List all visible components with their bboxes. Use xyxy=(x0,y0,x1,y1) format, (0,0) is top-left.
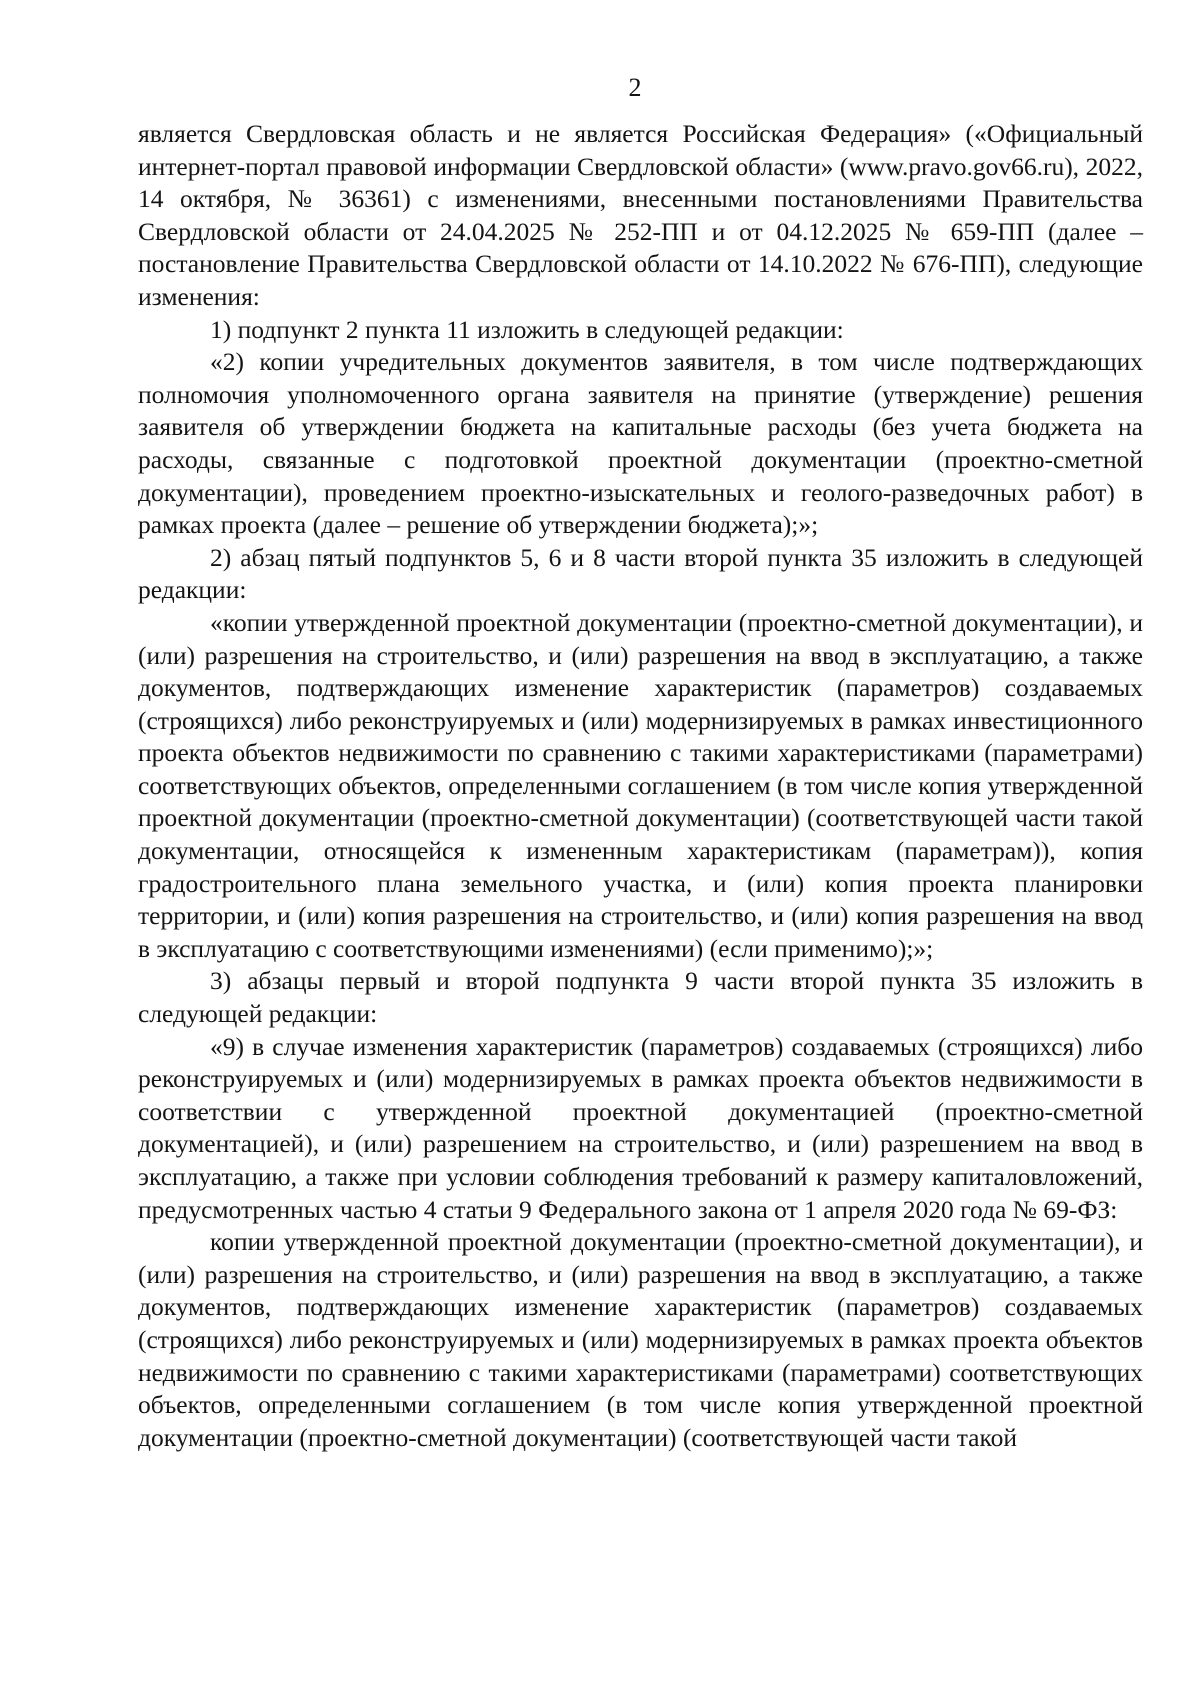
paragraph-item-2: 2) абзац пятый подпунктов 5, 6 и 8 части второй пункта 35 изложить в следующей редакции: xyxy=(138,542,1143,605)
page-number: 2 xyxy=(628,73,642,102)
paragraph-quote-subitem-2: «2) копии учредительных документов заявителя, в том числе подтверждающих полномочия уполномоченного органа заявителя на принятие (утверждение) решения заявителя об утверждении бюджета на капитальные расходы (без учета бюджета на расходы, связанные с подготовкой проектной документации (проектно-сметной документации), проведением проектно-изыскательных и геолого-разведочных работ) в рамках проекта (далее – решение об утверждении бюджета);»; xyxy=(138,347,1143,540)
paragraph-copies-continued: копии утвержденной проектной документации (проектно-сметной документации), и (или) разрешения на строительство, и (или) разрешения на ввод в эксплуатацию, а также документов, подтверждающих изменение характеристик (параметров) создаваемых (строящихся) либо реконструируемых и (или) модернизируемых в рамках проекта объектов недвижимости по сравнению с такими характеристиками (параметрами) соответствующих объектов, определенными соглашением (в том числе копия утвержденной проектной документации (проектно-сметной документации) (соответствующей части такой xyxy=(138,1227,1143,1452)
paragraph-quote-copies: «копии утвержденной проектной документации (проектно-сметной документации), и (или) разрешения на строительство, и (или) разрешения на ввод в эксплуатацию, а также документов, подтверждающих изменение характеристик (параметров) создаваемых (строящихся) либо реконструируемых и (или) модернизируемых в рамках инвестиционного проекта объектов недвижимости по сравнению с такими характеристиками (параметрами) соответствующих объектов, определенными соглашением (в том числе копия утвержденной проектной документации (проектно-сметной документации) (соответствующей части такой документации, относящейся к измененным характеристикам (параметрам)), копия градостроительного плана земельного участка, и (или) копия проекта планировки территории, и (или) копия разрешения на строительство, и (или) копия разрешения на ввод в эксплуатацию с соответствующими изменениями) (если применимо);»; xyxy=(138,607,1143,963)
document-body xyxy=(138,118,1143,1454)
paragraph-item-1: 1) подпункт 2 пункта 11 изложить в следующей редакции: xyxy=(210,314,844,344)
paragraph-quote-subitem-9: «9) в случае изменения характеристик (параметров) создаваемых (строящихся) либо реконструируемых и (или) модернизируемых в рамках проекта объектов недвижимости в соответствии с утвержденной проектной документацией (проектно-сметной документацией), и (или) разрешением на строительство, и (или) разрешением на ввод в эксплуатацию, а также при условии соблюдения требований к размеру капиталовложений, предусмотренных частью 4 статьи 9 Федерального закона от 1 апреля 2020 года № 69-ФЗ: xyxy=(138,1031,1143,1224)
paragraph-continuation: является Свердловская область и не является Российская Федерация» («Официальный интернет-портал правовой информации Свердловской области» (www.pravo.gov66.ru), 2022, 14 октября, № 36361) с изменениями, внесенными постановлениями Правительства Свердловской области от 24.04.2025 № 252-ПП и от 04.12.2025 № 659-ПП (далее – постановление Правительства Свердловской области от 14.10.2022 № 676-ПП), следующие изменения: xyxy=(138,119,1143,311)
paragraph-item-3: 3) абзацы первый и второй подпункта 9 части второй пункта 35 изложить в следующей редакции: xyxy=(138,966,1143,1029)
